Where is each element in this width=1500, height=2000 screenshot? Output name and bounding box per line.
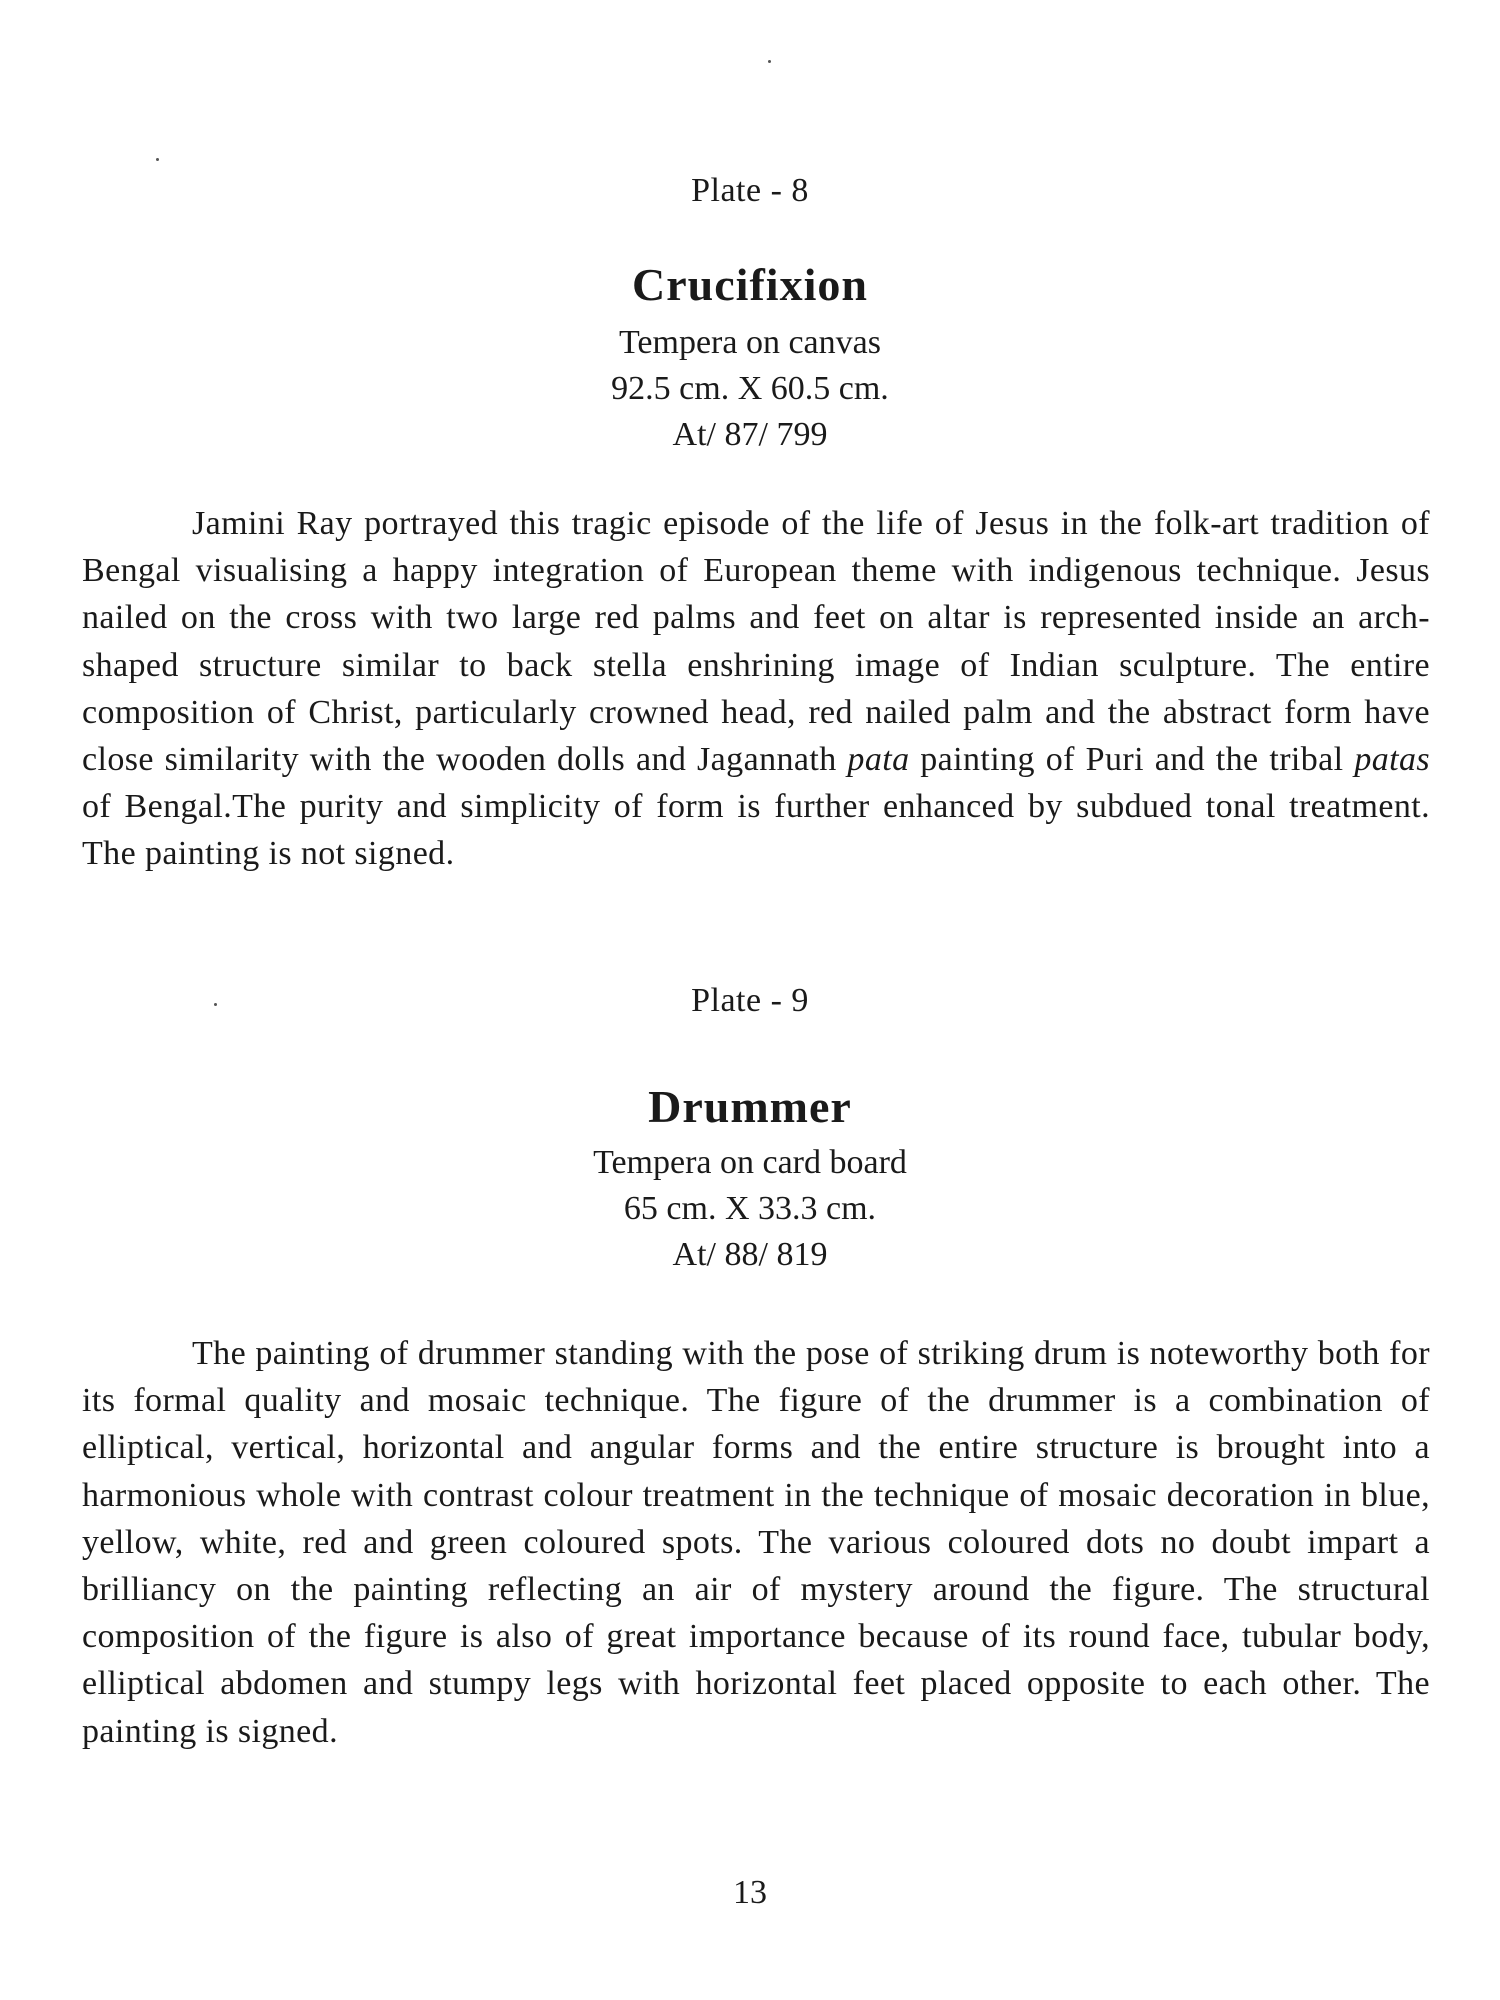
plate-label: Plate - 9 bbox=[691, 982, 809, 1019]
description-text: painting of Puri and the tribal bbox=[909, 741, 1355, 779]
plate-description bbox=[82, 1330, 1430, 1755]
scan-speck bbox=[156, 158, 159, 161]
plate-accession: At/ 87/ 799 bbox=[672, 416, 828, 453]
plate-description bbox=[82, 500, 1430, 878]
plate-accession: At/ 88/ 819 bbox=[672, 1236, 828, 1273]
plate-title: Drummer bbox=[648, 1081, 852, 1132]
scan-speck bbox=[768, 60, 771, 63]
page-number: 13 bbox=[733, 1874, 767, 1911]
plate-dimensions: 92.5 cm. X 60.5 cm. bbox=[611, 370, 889, 407]
plate-medium: Tempera on card board bbox=[593, 1144, 907, 1181]
plate-dimensions: 65 cm. X 33.3 cm. bbox=[623, 1190, 877, 1227]
description-italic-term: patas bbox=[1354, 741, 1430, 779]
description-text: Jamini Ray portrayed this tragic episode of the life of Jesus in the folk-art tradition of Bengal visualising a happy integration of European theme with indigenous technique. Jesus nailed on the cross with two large red palms and feet on altar is represented inside an arch-shaped structure similar to back stella enshrining image of Indian sculpture. The entire composition of Christ, particularly crowned head, red nailed palm and the abstract form have close similarity with the wooden dolls and Jagannath bbox=[82, 505, 1430, 779]
plate-label: Plate - 8 bbox=[691, 172, 809, 209]
description-text: of Bengal.The purity and simplicity of form is further enhanced by subdued tonal treatment. The painting is not signed. bbox=[82, 788, 1430, 873]
description-text: The painting of drummer standing with the pose of striking drum is noteworthy both for its formal quality and mosaic technique. The figure of the drummer is a combination of elliptical, vertical, horizontal and angular forms and the entire structure is brought into a harmonious whole with contrast colour treatment in the technique of mosaic decoration in blue, yellow, white, red and green coloured spots. The various coloured dots no doubt impart a brilliancy on the painting reflecting an air of mystery around the figure. The structural composition of the figure is also of great importance because of its round face, tubular body, elliptical abdomen and stumpy legs with horizontal feet placed opposite to each other. The painting is signed. bbox=[82, 1335, 1430, 1750]
description-italic-term: pata bbox=[847, 741, 910, 779]
plate-medium: Tempera on canvas bbox=[619, 324, 881, 361]
plate-title: Crucifixion bbox=[632, 259, 868, 310]
